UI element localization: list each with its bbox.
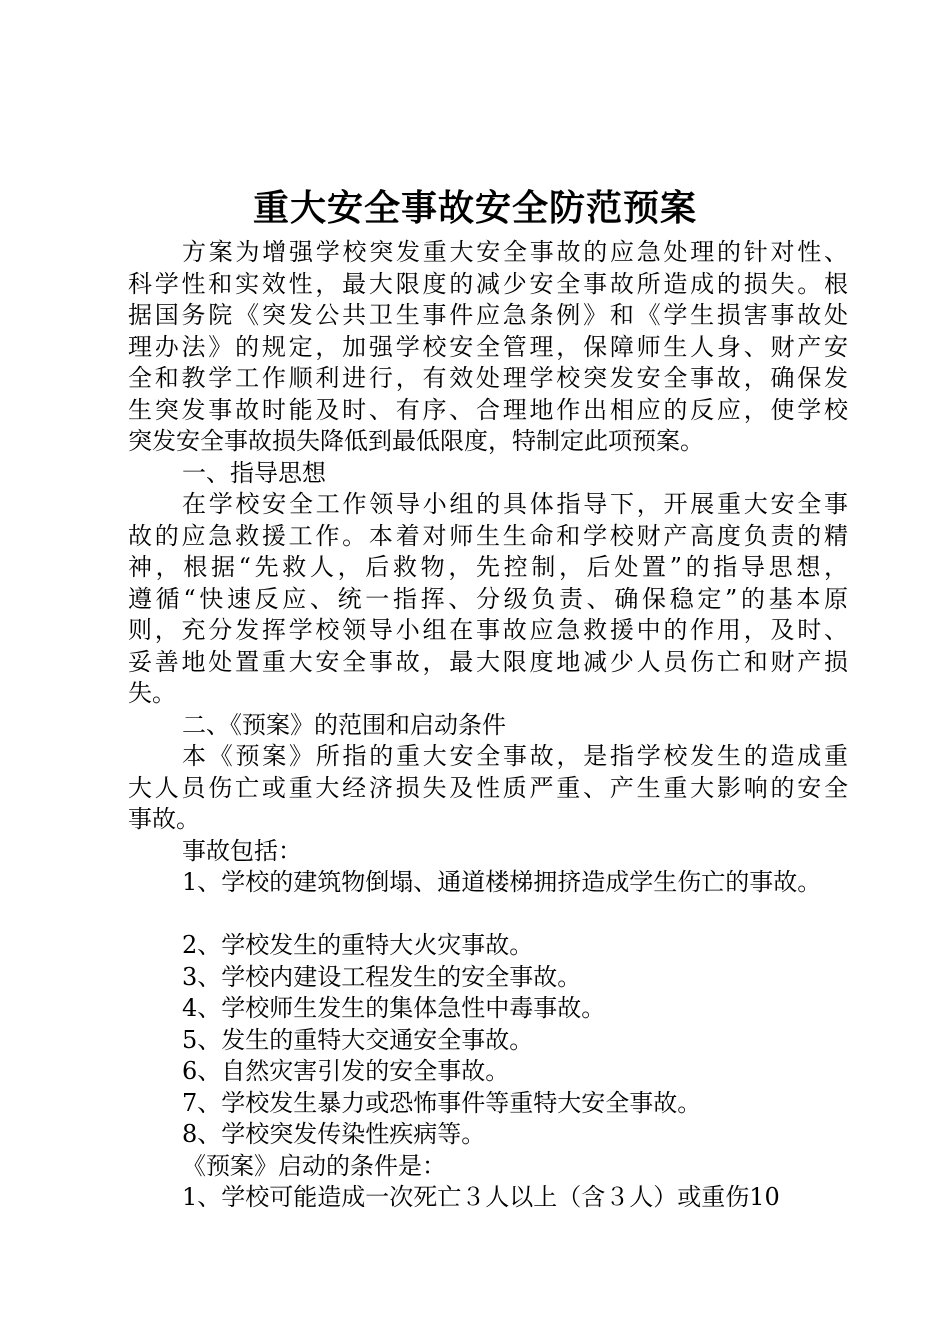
- document-body: [128, 237, 848, 1214]
- intro-line: 方案为增强学校突发重大安全事故的应急处理的针对性、: [182, 238, 848, 266]
- accident-item: 5、发生的重特大交通安全事故。: [182, 1025, 534, 1054]
- section1-line: 神，根据“先救人，后救物，先控制，后处置”的指导思想，: [128, 553, 848, 581]
- accident-item: 4、学校师生发生的集体急性中毒事故。: [182, 994, 606, 1022]
- blank-line: [128, 899, 848, 931]
- accidents-list: [128, 867, 848, 1151]
- document-title: 重大安全事故安全防范预案: [252, 187, 697, 229]
- section2-line: 本《预案》所指的重大安全事故，是指学校发生的造成重: [182, 742, 848, 770]
- section1-line: 故的应急救援工作。本着对师生生命和学校财产高度负责的精: [128, 521, 848, 550]
- section1-line: 失。: [128, 679, 176, 707]
- accident-item: 8、学校突发传染性疾病等。: [182, 1120, 486, 1148]
- conditions-list: [128, 1182, 848, 1214]
- accident-item: 6、自然灾害引发的安全事故。: [182, 1057, 510, 1085]
- intro-line: 理办法》的规定，加强学校安全管理，保障师生人身、财产安: [128, 332, 848, 361]
- section1-line: 遵循“快速反应、统一指挥、分级负责、确保稳定”的基本原: [128, 584, 848, 613]
- section1-line: 妥善地处置重大安全事故，最大限度地减少人员伤亡和财产损: [128, 647, 848, 676]
- intro-line: 全和教学工作顺利进行，有效处理学校突发安全事故，确保发: [128, 364, 848, 392]
- accident-item: 7、学校发生暴力或恐怖事件等重特大安全事故。: [182, 1088, 702, 1117]
- accidents-label: 事故包括：: [182, 836, 302, 865]
- section-heading-guiding-ideology: 一、指导思想: [182, 458, 326, 487]
- section2-paragraph: [128, 741, 848, 836]
- section2-line: 大人员伤亡或重大经济损失及性质严重、产生重大影响的安全: [128, 773, 848, 802]
- section1-line: 则，充分发挥学校领导小组在事故应急救援中的作用，及时、: [128, 616, 848, 644]
- accident-item: 3、学校内建设工程发生的安全事故。: [182, 962, 582, 991]
- intro-line: 科学性和实效性，最大限度的减少安全事故所造成的损失。根: [128, 269, 848, 298]
- accident-item: 2、学校发生的重特大火灾事故。: [182, 931, 534, 959]
- intro-paragraph: [128, 237, 848, 458]
- accident-item: 1、学校的建筑物倒塌、通道楼梯拥挤造成学生伤亡的事故。: [182, 868, 822, 896]
- intro-line: 突发安全事故损失降低到最低限度，特制定此项预案。: [128, 427, 704, 455]
- intro-line: 生突发事故时能及时、有序、合理地作出相应的反应，使学校: [128, 395, 848, 424]
- condition-item: 1、学校可能造成一次死亡３人以上（含３人）或重伤10: [182, 1183, 780, 1211]
- conditions-label: 《预案》启动的条件是：: [182, 1151, 446, 1180]
- intro-line: 据国务院《突发公共卫生事件应急条例》和《学生损害事故处: [128, 301, 848, 329]
- section1-paragraph: [128, 489, 848, 710]
- section1-line: 在学校安全工作领导小组的具体指导下，开展重大安全事: [182, 490, 848, 518]
- section2-line: 事故。: [128, 805, 200, 833]
- section-heading-scope: 二、《预案》的范围和启动条件: [182, 710, 506, 739]
